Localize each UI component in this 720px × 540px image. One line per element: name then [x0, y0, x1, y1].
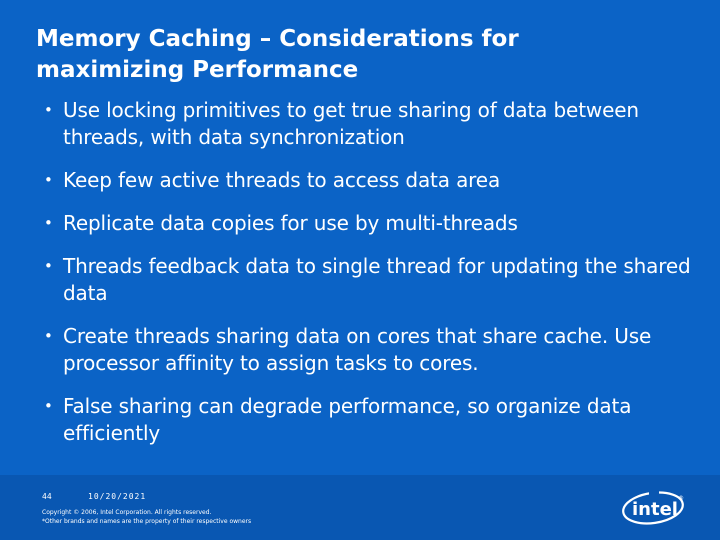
bullet-text: Use locking primitives to get true sharing of data between threads, with data synchronization: [63, 98, 639, 149]
intel-logo-text: intel: [632, 499, 678, 520]
bullet-dot: •: [44, 214, 53, 232]
bullet-dot: •: [44, 101, 53, 119]
slide-title-line-1: Memory Caching – Considerations for: [36, 26, 519, 52]
bullet-item: [42, 393, 714, 447]
slide-title-line-2: maximizing Performance: [36, 57, 359, 83]
bullet-dot: •: [44, 397, 53, 415]
bullet-item: [42, 97, 714, 151]
bullet-text: Threads feedback data to single thread for updating the shared data: [63, 254, 691, 305]
bullet-dot: •: [44, 171, 53, 189]
bullet-list: [42, 97, 714, 447]
copyright-line-2: *Other brands and names are the property of their respective owners: [42, 518, 252, 525]
bullet-item: [42, 253, 714, 307]
slide-title: [36, 24, 676, 86]
bullet-item: [42, 167, 714, 194]
copyright-line-1: Copyright © 2006, Intel Corporation. All rights reserved.: [42, 509, 212, 516]
copyright-notice: [42, 508, 272, 526]
page-number: 44: [42, 492, 52, 501]
bullet-text: Replicate data copies for use by multi-threads: [63, 211, 518, 235]
bullet-text: False sharing can degrade performance, so organize data efficiently: [63, 394, 632, 445]
bullet-dot: •: [44, 327, 53, 345]
footer-date: 10/20/2021: [88, 492, 147, 501]
bullet-item: [42, 210, 714, 237]
intel-logo: [621, 488, 687, 528]
bullet-text: Keep few active threads to access data area: [63, 168, 501, 192]
registered-mark: ®: [678, 495, 684, 502]
bullet-item: [42, 323, 714, 377]
bullet-text: Create threads sharing data on cores that share cache. Use processor affinity to assign tasks to cores.: [63, 324, 652, 375]
bullet-dot: •: [44, 257, 53, 275]
